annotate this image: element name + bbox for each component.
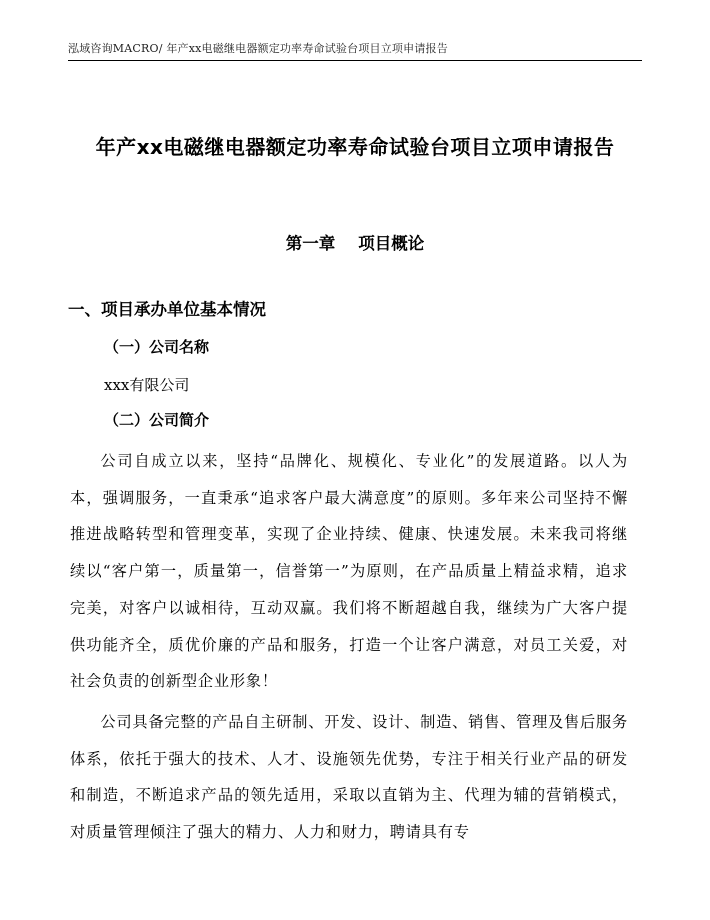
subsection-heading-company-name: （一）公司名称 bbox=[104, 338, 210, 356]
body-paragraph: 公司自成立以来，坚持“品牌化、规模化、专业化”的发展道路。以人为本，强调服务，一直秉承“追求客户最大满意度”的原则。多年来公司坚持不懈推进战略转型和管理变革，实现了企业持续、健康、快速发展。未来我司将继续以“客户第一，质量第一，信誉第一”为原则，在产品质量上精益求精，追求完美，对客户以诚相待，互动双赢。我们将不断超越自我，继续为广大客户提供功能齐全，质优价廉的产品和服务，打造一个让客户满意，对员工关爱，对社会负责的创新型企业形象！ bbox=[70, 452, 628, 691]
section-heading: 一、项目承办单位基本情况 bbox=[68, 300, 266, 319]
subsection-heading-company-profile: （二）公司简介 bbox=[104, 411, 210, 429]
document-title: 年产xx电磁继电器额定功率寿命试验台项目立项申请报告 bbox=[95, 135, 615, 159]
body-paragraph: 公司具备完整的产品自主研制、开发、设计、制造、销售、管理及售后服务体系，依托于强大的技术、人才、设施领先优势，专注于相关行业产品的研发和制造，不断追求产品的领先适用，采取以直销为主、代理为辅的营销模式，对质量管理倾注了强大的精力、人力和财力，聘请具有专 bbox=[70, 713, 628, 842]
header-divider bbox=[68, 60, 642, 61]
running-header: 泓域咨询MACRO/ 年产xx电磁继电器额定功率寿命试验台项目立项申请报告 bbox=[68, 42, 448, 55]
chapter-title: 第一章 项目概论 bbox=[285, 234, 425, 253]
company-name-text: xxx有限公司 bbox=[104, 376, 190, 394]
